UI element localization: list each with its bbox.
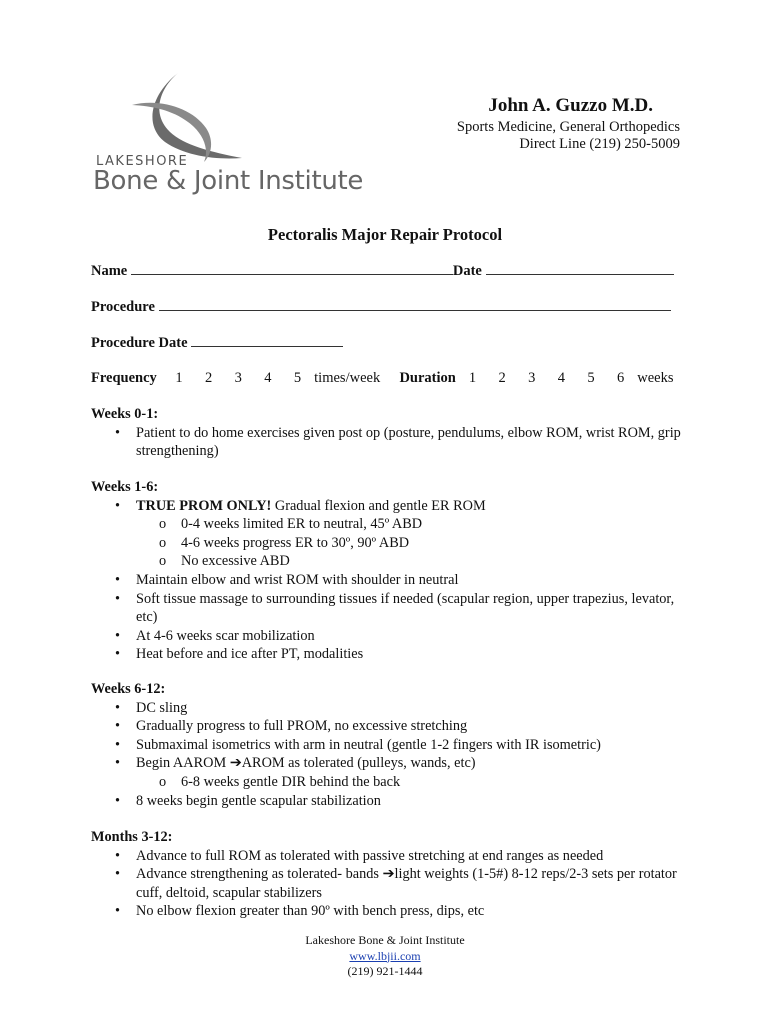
doctor-phone: Direct Line (219) 250-5009	[519, 136, 680, 152]
sub-list-item: o No excessive ABD	[136, 552, 681, 571]
frequency-unit: times/week	[314, 370, 381, 386]
section-heading: Months 3-12:	[91, 829, 173, 845]
footer	[0, 933, 770, 980]
procedure-date-field[interactable]	[191, 334, 343, 347]
footer-phone: (219) 921-1444	[347, 964, 423, 978]
section-heading: Weeks 1-6:	[91, 479, 159, 495]
doctor-name: John A. Guzzo M.D.	[488, 95, 653, 116]
section-heading: Weeks 6-12:	[91, 681, 166, 697]
procedure-date-row	[91, 334, 343, 352]
section-weeks-0-1	[91, 405, 681, 461]
name-date-row	[91, 262, 674, 280]
list-item-text: Gradual flexion and gentle ER ROM	[271, 497, 486, 514]
list-item-text: Begin AAROM ➔AROM as tolerated (pulleys, wands, etc)	[136, 755, 476, 772]
sub-list-item: o 4-6 weeks progress ER to 30º, 90º ABD	[136, 534, 681, 553]
sub-list-item: o 0-4 weeks limited ER to neutral, 45º ABD	[136, 515, 681, 534]
list-item: • Advance strengthening as tolerated- bands ➔light weights (1-5#) 8-12 reps/2-3 sets per rotator cuff, deltoid, scapular stabilizers	[91, 865, 681, 902]
list-item: • Soft tissue massage to surrounding tissues if needed (scapular region, upper trapezius, levator, etc)	[91, 590, 681, 627]
list-item: • Maintain elbow and wrist ROM with shoulder in neutral	[91, 571, 681, 590]
list-item: • DC sling	[91, 699, 681, 718]
frequency-option[interactable]: 4	[264, 370, 272, 386]
list-item: • Advance to full ROM as tolerated with passive stretching at end ranges as needed	[91, 847, 681, 866]
list-item: • Submaximal isometrics with arm in neutral (gentle 1-2 fingers with IR isometric)	[91, 736, 681, 755]
list-item	[91, 497, 681, 571]
doctor-specialty: Sports Medicine, General Orthopedics	[456, 119, 680, 135]
list-item: • Patient to do home exercises given post op (posture, pendulums, elbow ROM, wrist ROM, grip strengthening)	[91, 424, 681, 461]
duration-label: Duration	[399, 370, 456, 386]
duration-option[interactable]: 5	[587, 370, 595, 386]
footer-website-link[interactable]: www.lbjii.com	[349, 948, 421, 963]
list-item: • 8 weeks begin gentle scapular stabilization	[91, 792, 681, 811]
logo-swoosh-icon	[130, 70, 260, 165]
footer-org: Lakeshore Bone & Joint Institute	[305, 933, 465, 947]
procedure-date-label: Procedure Date	[91, 335, 188, 351]
procedure-label: Procedure	[91, 299, 155, 315]
list-item: • No elbow flexion greater than 90º with bench press, dips, etc	[91, 902, 681, 921]
name-field[interactable]	[131, 262, 453, 275]
section-heading: Weeks 0-1:	[91, 406, 159, 422]
section-weeks-6-12	[91, 680, 681, 810]
emphasis-text: TRUE PROM ONLY!	[136, 497, 272, 514]
frequency-label: Frequency	[91, 370, 157, 386]
frequency-option[interactable]: 3	[234, 370, 242, 386]
logo-text-big: Bone & Joint Institute	[93, 166, 364, 196]
frequency-option[interactable]: 5	[293, 370, 302, 386]
sub-list-item: o 6-8 weeks gentle DIR behind the back	[136, 773, 681, 792]
name-label: Name	[91, 263, 128, 279]
date-label: Date	[452, 263, 482, 279]
duration-unit: weeks	[637, 370, 674, 386]
duration-option[interactable]: 2	[498, 370, 506, 386]
duration-option[interactable]: 6	[616, 370, 625, 386]
procedure-row	[91, 298, 671, 316]
date-field[interactable]	[486, 262, 674, 275]
page-title: Pectoralis Major Repair Protocol	[267, 225, 503, 244]
logo-text-small: LAKESHORE	[96, 154, 189, 169]
list-item: • Gradually progress to full PROM, no excessive stretching	[91, 717, 681, 736]
frequency-duration-row	[91, 370, 673, 387]
list-item: • At 4-6 weeks scar mobilization	[91, 627, 681, 646]
section-weeks-1-6	[91, 478, 681, 664]
list-item	[91, 754, 681, 791]
duration-option[interactable]: 1	[468, 370, 477, 386]
duration-option[interactable]: 4	[557, 370, 565, 386]
frequency-option[interactable]: 2	[205, 370, 213, 386]
frequency-option[interactable]: 1	[175, 370, 183, 386]
procedure-field[interactable]	[159, 298, 671, 311]
list-item: • Heat before and ice after PT, modalities	[91, 645, 681, 664]
duration-option[interactable]: 3	[528, 370, 536, 386]
section-months-3-12	[91, 828, 681, 921]
